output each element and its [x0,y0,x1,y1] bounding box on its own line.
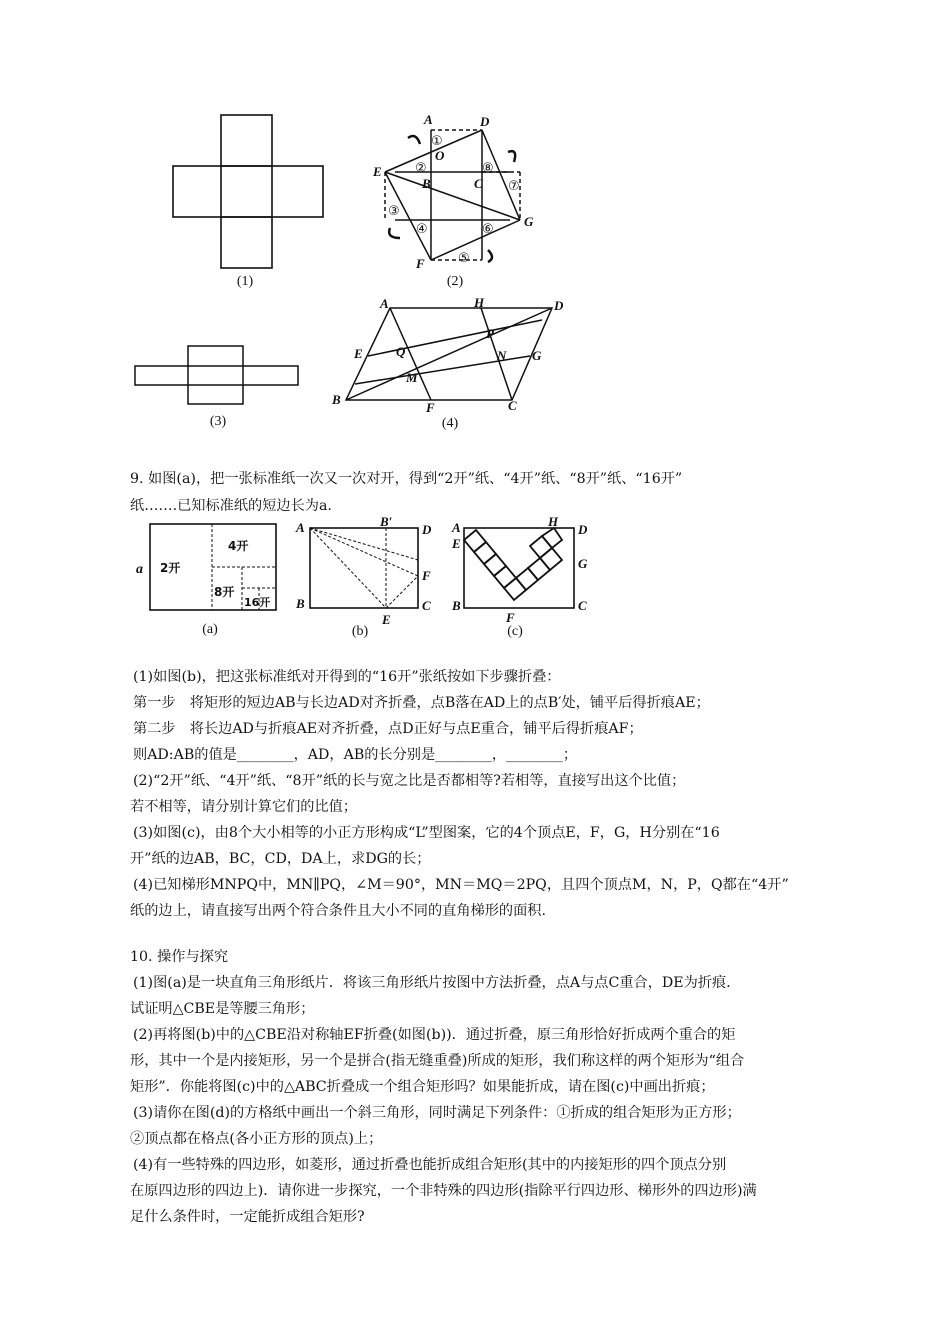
q10-part2-line1: (2)再将图(b)中的△CBE沿对称轴EF折叠(如图(b))．通过折叠，原三角形恰好折成两个重合的矩 [133,1027,736,1043]
point-B: B [332,392,341,407]
point-M: M [406,370,418,385]
point-F: F [422,568,431,583]
q10-part2-line3: 矩形”．你能将图(c)中的△ABC折叠成一个组合矩形吗？如果能折成，请在图(c)中画出折痕； [130,1079,715,1095]
point-A: A [452,520,461,535]
point-H: H [474,295,485,310]
point-E: E [373,164,382,179]
point-F: F [416,256,425,271]
point-F: F [506,610,515,625]
point-C: C [578,598,587,613]
q9-part4-line2: 纸的边上，请直接写出两个符合条件且大小不同的直角梯形的面积. [130,903,546,919]
point-B: B [422,176,431,191]
point-G: G [578,556,588,571]
point-F: F [426,400,435,415]
q9-part2-line2: 若不相等，请分别计算它们的比值； [130,799,358,815]
figure-1-caption: (1) [236,274,254,289]
point-H: H [548,514,559,529]
point-P: P [486,326,494,341]
q9-part1-line1: (1)如图(b)，把这张标准纸对开得到的“16开”张纸按如下步骤折叠： [133,669,561,685]
point-B: B [452,598,461,613]
q10-part1-line2: 试证明△CBE是等腰三角形； [130,1001,315,1017]
point-D: D [554,298,564,313]
point-Q: Q [396,344,406,359]
figure-2-caption: (2) [446,274,464,289]
circled-7: ⑦ [508,179,520,194]
figure-9c-caption: (c) [507,624,523,639]
figure-9a-paper-sizes [130,520,280,616]
q10-part4-line3: 足什么条件时，一定能折成组合矩形? [130,1209,365,1225]
figure-3-caption: (3) [209,414,227,429]
circled-3: ③ [388,204,400,219]
figure-4-caption: (4) [441,416,459,431]
point-B: B [296,596,305,611]
figure-2-folded-net [370,110,540,270]
figure-9a-caption: (a) [202,622,218,637]
circled-2: ② [415,161,427,176]
q10-part2-line2: 形，其中一个是内接矩形，另一个是拼合(指无缝重叠)所成的矩形，我们称这样的两个矩形为“组合 [130,1053,745,1069]
point-E: E [452,536,461,551]
point-E: E [382,612,391,627]
label-16k: 16开 [244,596,271,609]
q10-title: 10. 操作与探究 [130,949,229,965]
figure-3-net [133,342,303,412]
circled-4: ④ [416,222,428,237]
circled-5: ⑤ [458,251,470,266]
point-N: N [497,348,507,363]
q9-part2-line1: (2)“2开”纸、“4开”纸、“8开”纸的长与宽之比是否都相等?若相等，直接写出这个比值； [133,773,686,789]
point-D: D [578,522,588,537]
label-2k: 2开 [160,561,181,575]
point-C: C [474,176,483,191]
q10-part3-line1: (3)请你在图(d)的方格纸中画出一个斜三角形，同时满足下列条件：①折成的组合矩形为正方形； [133,1105,741,1121]
q9-part1-line2: 第一步 将矩形的短边AB与长边AD对齐折叠，点B落在AD上的点B′处，铺平后得折痕AE； [133,695,710,711]
q9-part1-line4: 则AD:AB的值是________，AD，AB的长分别是________，________； [133,747,578,763]
point-C: C [422,598,431,613]
q9-part1-line3: 第二步 将长边AD与折痕AE对齐折叠，点D正好与点E重合，铺平后得折痕AF； [133,721,643,737]
point-A: A [380,296,389,311]
circled-1: ① [431,134,443,149]
point-G: G [524,214,534,229]
point-D: D [422,522,432,537]
q10-part4-line1: (4)有一些特殊的四边形，如菱形，通过折叠也能折成组合矩形(其中的内接矩形的四个顶点分别 [133,1157,727,1173]
point-D: D [480,114,490,129]
point-G: G [532,348,542,363]
point-C: C [508,398,517,413]
figure-1-cross-net [170,112,330,272]
q9-part3-line2: 开”纸的边AB，BC，CD，DA上，求DG的长； [130,851,431,867]
circled-6: ⑥ [482,222,494,237]
point-A: A [424,112,433,127]
q10-part1-line1: (1)图(a)是一块直角三角形纸片．将该三角形纸片按图中方法折叠，点A与点C重合，DE为折痕． [133,975,741,991]
q9-intro-line2: 纸…….已知标准纸的短边长为a. [130,498,332,514]
point-E: E [354,346,363,361]
label-8k: 8开 [214,585,235,599]
figure-4-parallelogram [330,295,570,416]
point-B-prime: B′ [380,514,393,529]
figure-9b-caption: (b) [351,624,369,639]
side-label-a: a [136,562,143,577]
label-4k: 4开 [228,539,249,553]
q9-intro-line1: 9. 如图(a)，把一张标准纸一次又一次对开，得到“2开”纸、“4开”纸、“8开”纸、“16开” [130,471,683,487]
point-A: A [296,520,305,535]
point-O: O [435,148,445,163]
circled-8: ⑧ [482,161,494,176]
q10-part4-line2: 在原四边形的四边上)．请你进一步探究，一个非特殊的四边形(指除平行四边形、梯形外的四边形)满 [130,1183,757,1199]
figure-9b-folding [290,514,440,630]
figure-9c-l-shape [448,514,598,630]
q10-part3-line2: ②顶点都在格点(各小正方形的顶点)上； [130,1131,383,1147]
q9-part4-line1: (4)已知梯形MNPQ中，MN∥PQ，∠M＝90°，MN＝MQ＝2PQ，且四个顶点M，N，P，Q都在“4开” [133,877,789,893]
q9-part3-line1: (3)如图(c)，由8个大小相等的小正方形构成“L”型图案，它的4个顶点E，F，G，H分别在“16 [133,825,720,841]
